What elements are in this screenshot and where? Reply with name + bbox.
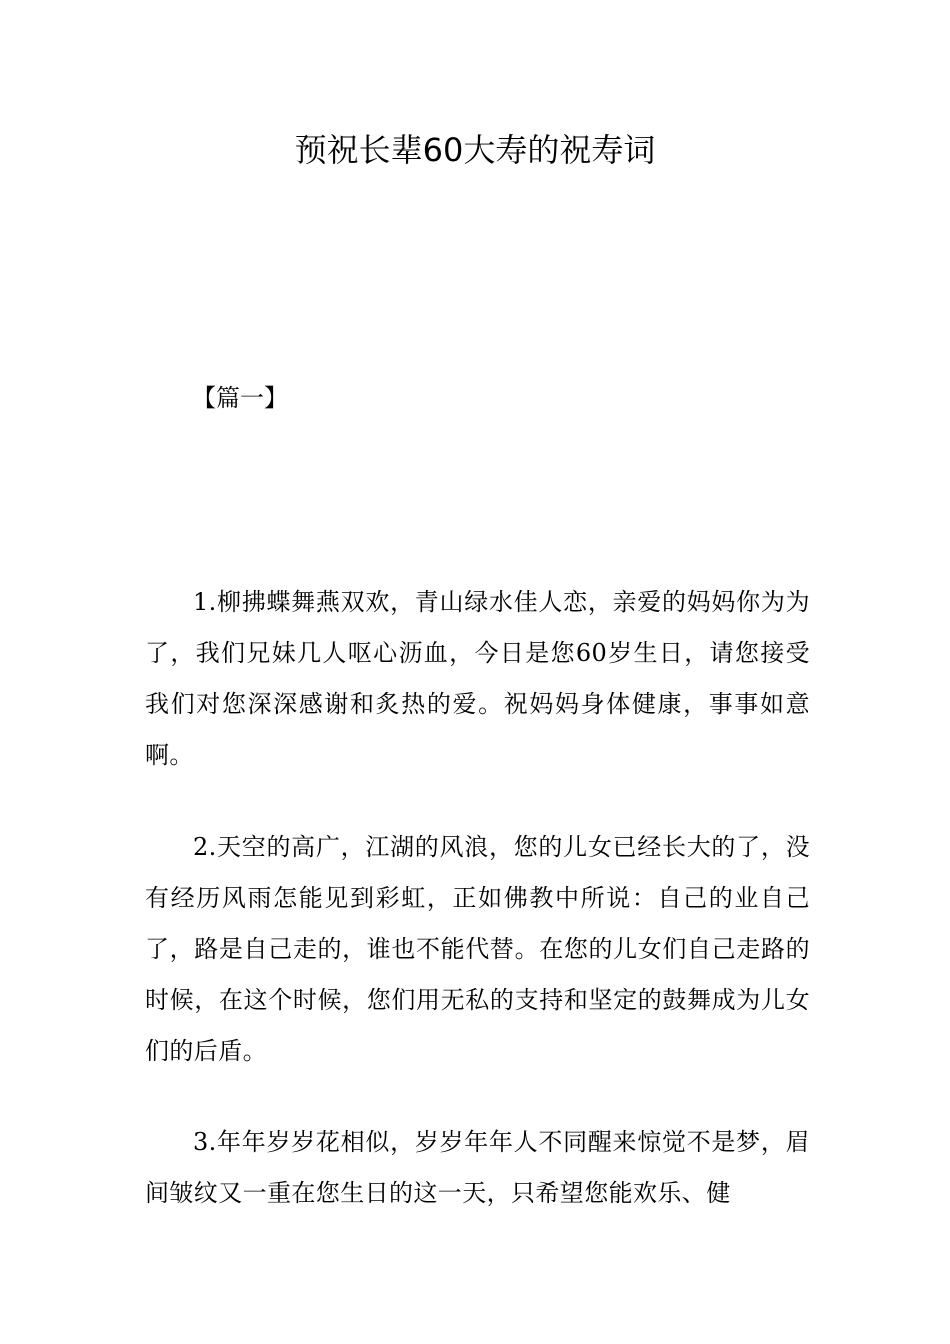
- section-heading: 【篇一】: [192, 384, 288, 412]
- paragraph-1: 1.柳拂蝶舞燕双欢，青山绿水佳人恋，亲爱的妈妈你为为了，我们兄妹几人呕心沥血，今日是您60岁生日，请您接受我们对您深深感谢和炙热的爱。祝妈妈身体健康，事事如意啊。: [145, 588, 810, 769]
- paragraph-3: 3.年年岁岁花相似，岁岁年年人不同醒来惊觉不是梦，眉间皱纹又一重在您生日的这一天，只希望您能欢乐、健: [145, 1128, 810, 1207]
- document-title: 预祝长辈60大寿的祝寿词: [294, 131, 656, 169]
- paragraph-2: 2.天空的高广，江湖的风浪，您的儿女已经长大的了，没有经历风雨怎能见到彩虹，正如佛教中所说：自己的业自己了，路是自己走的，谁也不能代替。在您的儿女们自己走路的时候，在这个时候，您们用无私的支持和坚定的鼓舞成为儿女们的后盾。: [145, 833, 810, 1065]
